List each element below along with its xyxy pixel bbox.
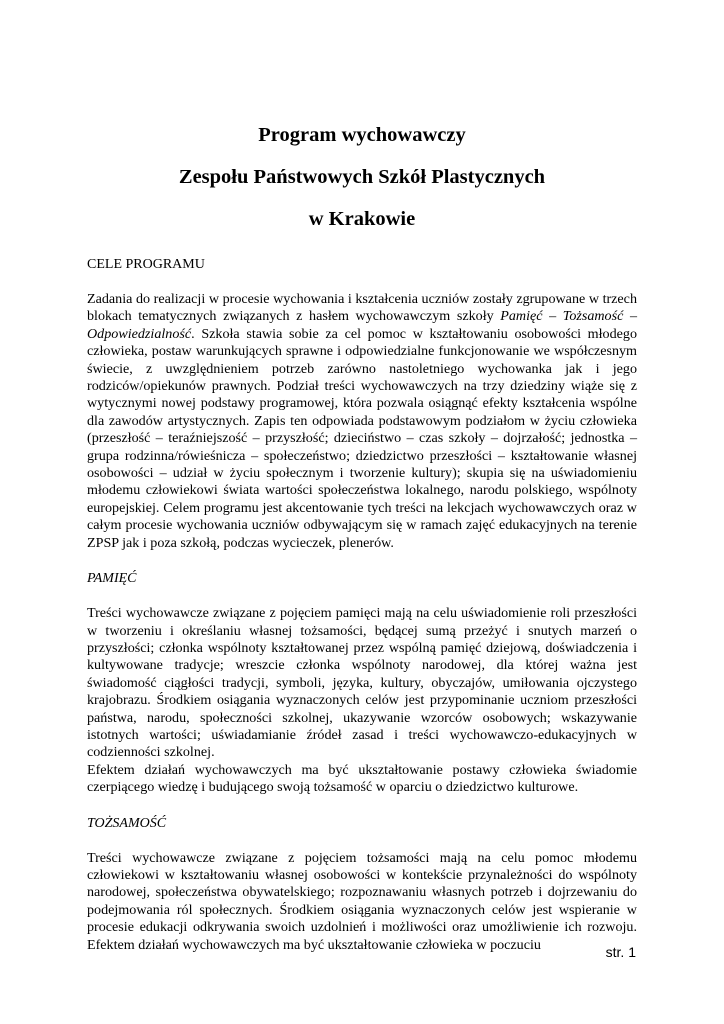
paragraph-pamiec-1: Treści wychowawcze związane z pojęciem pamięci mają na celu uświadomienie roli przeszłości w tworzeniu i określaniu własnej tożsamości, będącej sumą przeżyć i snutych marzeń o przyszłości; członka wspólnoty kształtowanej przez wspólną pamięć dziejową, doświadczenia i kultywowane tradycje; wreszcie członka wspólnoty narodowej, dla której ważna jest świadomość ciągłości tradycji, symboli, języka, kultury, obyczajów, umiłowania ojczystego krajobrazu. Środkiem osiągania wyznaczonych celów jest przypominanie uczniom przeszłości państwa, narodu, społeczności szkolnej, ukazywanie wzorców osobowych; wskazywanie istotnych wartości; uświadamianie źródeł zasad i treści wychowawczo-edukacyjnych w codzienności szkolnej.: [87, 605, 637, 761]
page-number: str. 1: [605, 944, 636, 960]
document-title-line-2: Zespołu Państwowych Szkół Plastycznych: [178, 166, 546, 188]
paragraph-cele-text-b: . Szkoła stawia sobie za cel pomoc w kształtowaniu osobowości młodego człowieka, postaw warunkujących sprawne i odpowiedzialne funkcjonowanie we współczesnym świecie, z uwzględnieniem potrzeb zarówno nastoletniego wychowanka jak i jego rodziców/opiekunów prawnych. Podział treści wychowawczych na trzy dziedziny wiąże się z wytycznymi nowej podstawy programowej, która pozwala osiągnąć efekty kształcenia wspólne dla zawodów artystycznych. Zapis ten odpowiada podstawowym podziałom w życiu człowieka (przeszłość – teraźniejszość – przyszłość; dzieciństwo – czas szkoły – dojrzałość; jednostka – grupa rodzinna/rówieśnicza – społeczeństwo; dziedzictwo przeszłości – kształtowanie własnej osobowości – udział w życiu społecznym i tworzenie kultury); skupia się na uświadomieniu młodemu człowiekowi świata wartości społeczeństwa lokalnego, narodu polskiego, wspólnoty europejskiej. Celem programu jest akcentowanie tych treści na lekcjach wychowawczych oraz w całym procesie wychowania uczniów odbywającym się w ramach zajęć edukacyjnych na terenie ZPSP jak i poza szkołą, podczas wycieczek, plenerów.: [87, 325, 637, 551]
school-motto: Pamięć – Tożsamość – Odpowiedzialność: [87, 308, 637, 342]
document-page: [87, 114, 637, 954]
document-title-line-3: w Krakowie: [308, 208, 416, 230]
section-heading-cele: CELE PROGRAMU: [87, 257, 205, 272]
paragraph-pamiec-2: Efektem działań wychowawczych ma być ukształtowanie postawy człowieka świadomie czerpiącego wiedzę i budującego swoją tożsamość w oparciu o dziedzictwo kulturowe.: [87, 761, 637, 796]
document-title-line-1: Program wychowawczy: [258, 124, 466, 146]
section-heading-pamiec: PAMIĘĆ: [87, 571, 137, 587]
paragraph-cele: [87, 291, 637, 552]
paragraph-cele-text-a: Zadania do realizacji w procesie wychowania i kształcenia uczniów zostały zgrupowane w trzech blokach tematycznych związanych z hasłem wychowawczym szkoły: [87, 291, 637, 325]
section-heading-tozsamosc: TOŻSAMOŚĆ: [87, 815, 167, 831]
paragraph-tozsamosc-1: Treści wychowawcze związane z pojęciem tożsamości mają na celu pomoc młodemu człowiekowi w kształtowaniu własnej osobowości w kontekście przynależności do wspólnoty narodowej, społeczeństwa obywatelskiego; rozpoznawaniu własnych potrzeb i dojrzewaniu do podejmowania ról społecznych. Środkiem osiągania wyznaczonych celów jest wspieranie w procesie edukacji odkrywania swoich uzdolnień i możliwości oraz umożliwienie ich rozwoju. Efektem działań wychowawczych ma być ukształtowanie człowieka w poczuciu: [87, 849, 637, 953]
